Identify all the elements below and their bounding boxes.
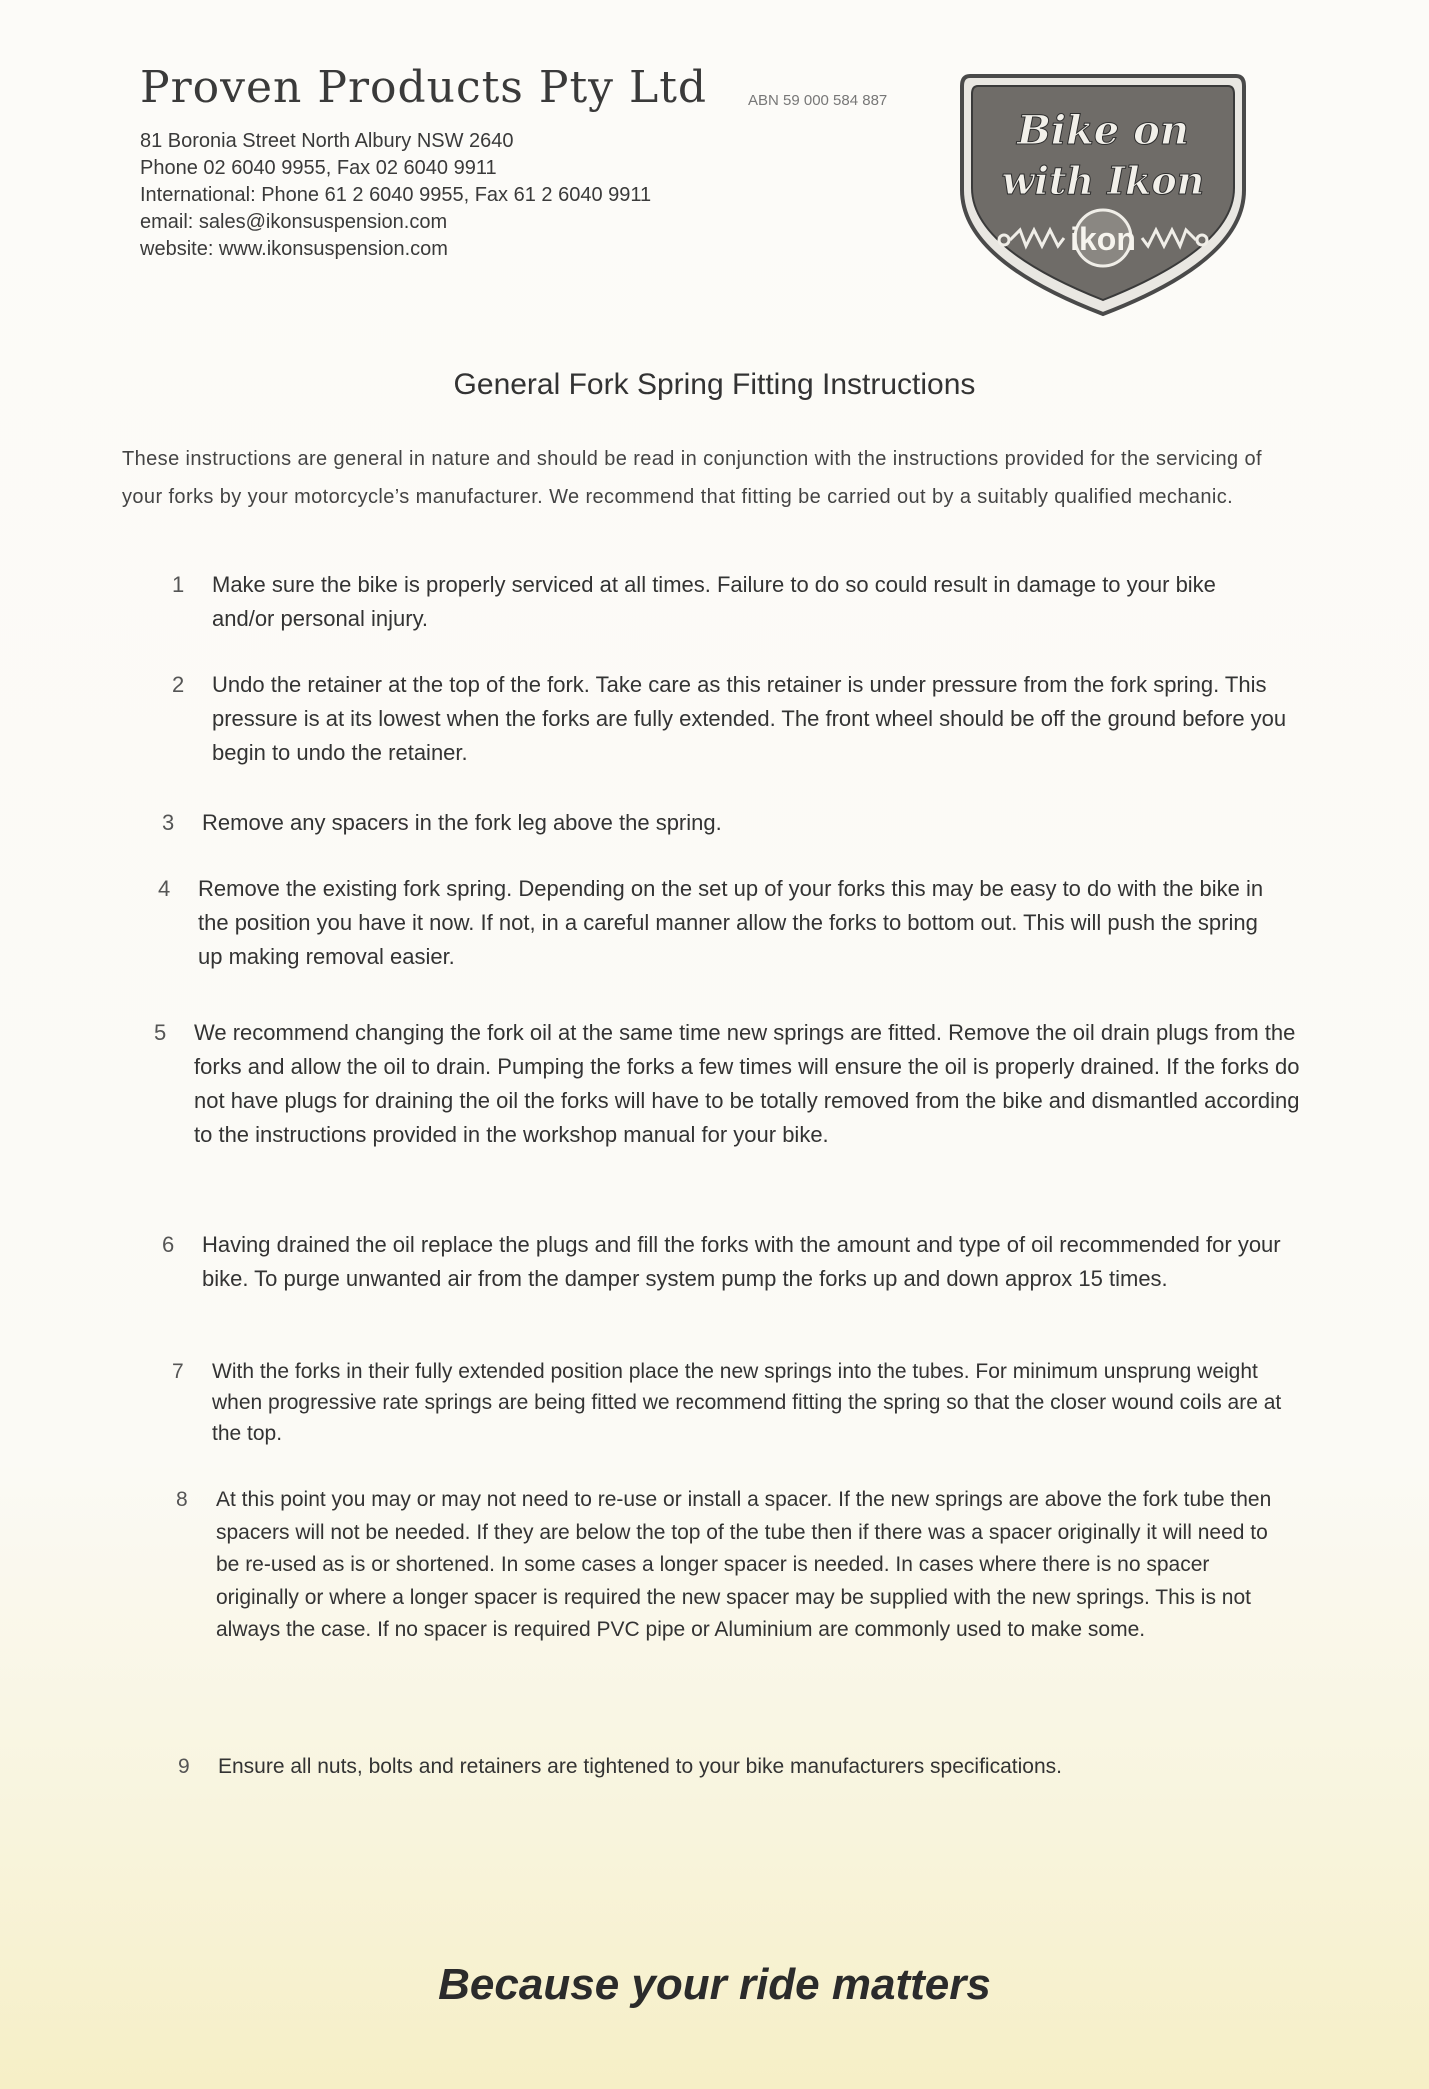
step-6 bbox=[162, 1228, 1292, 1296]
step-text: We recommend changing the fork oil at the same time new springs are fitted. Remove the oil drain plugs from the forks and allow the oil to drain. Pumping the forks a few times will ensure the oil is properly drained. If the forks do not have plugs for draining the oil the forks will have to be totally removed from the bike and dismantled according to the instructions provided in the workshop manual for your bike. bbox=[194, 1020, 1300, 1147]
step-9 bbox=[178, 1750, 1308, 1784]
step-1 bbox=[172, 568, 1282, 636]
step-number: 6 bbox=[162, 1232, 175, 1257]
step-number: 4 bbox=[158, 876, 171, 901]
step-text: Remove any spacers in the fork leg above the spring. bbox=[202, 810, 722, 835]
international-line: International: Phone 61 2 6040 9955, Fax 61 2 6040 9911 bbox=[140, 184, 652, 206]
step-text: Ensure all nuts, bolts and retainers are tightened to your bike manufacturers specifications. bbox=[218, 1755, 1062, 1778]
step-text: Having drained the oil replace the plugs and fill the forks with the amount and type of oil recommended for your bike. To purge unwanted air from the damper system pump the forks up and down approx 15 times. bbox=[202, 1232, 1281, 1291]
step-3 bbox=[162, 806, 1282, 840]
logo-line-2: with Ikon bbox=[1001, 158, 1205, 203]
step-number: 1 bbox=[172, 572, 185, 597]
step-number: 2 bbox=[172, 672, 185, 697]
step-4 bbox=[158, 872, 1288, 974]
contact-block bbox=[140, 128, 651, 263]
step-2 bbox=[172, 668, 1302, 770]
step-8 bbox=[176, 1484, 1286, 1647]
phone-line: Phone 02 6040 9955, Fax 02 6040 9911 bbox=[140, 157, 497, 179]
tagline: Because your ride matters bbox=[438, 1960, 991, 2009]
document-title: General Fork Spring Fitting Instructions bbox=[453, 368, 976, 401]
logo-brand: ikon bbox=[1070, 221, 1136, 257]
step-text: With the forks in their fully extended position place the new springs into the tubes. For minimum unsprung weight when progressive rate springs are being fitted we recommend fitting the spring so that the closer wound coils are at the top. bbox=[212, 1360, 1282, 1445]
address-line: 81 Boronia Street North Albury NSW 2640 bbox=[140, 130, 514, 152]
step-5 bbox=[154, 1016, 1304, 1152]
step-text: At this point you may or may not need to re-use or install a spacer. If the new springs are above the fork tube then spacers will not be needed. If they are below the top of the tube then if there was a spacer originally it will need to be re-used as is or shortened. In some cases a longer spacer is needed. In cases where there is no spacer originally or where a longer spacer is required the new spacer may be supplied with the new springs. This is not always the case. If no spacer is required PVC pipe or Aluminium are commonly used to make some. bbox=[216, 1488, 1272, 1641]
intro-paragraph: These instructions are general in nature and should be read in conjunction with the instructions provided for the servicing of your forks by your motorcycle’s manufacturer. We recommend that fitting be carried out by a suitably qualified mechanic. bbox=[122, 448, 1262, 508]
bike-on-with-ikon-logo bbox=[958, 70, 1248, 320]
website-line: website: www.ikonsuspension.com bbox=[140, 238, 448, 260]
email-line: email: sales@ikonsuspension.com bbox=[140, 211, 448, 233]
step-number: 8 bbox=[176, 1488, 188, 1511]
step-number: 5 bbox=[154, 1020, 167, 1045]
company-name: Proven Products Pty Ltd bbox=[140, 62, 708, 113]
step-number: 7 bbox=[172, 1360, 184, 1383]
abn-number: ABN 59 000 584 887 bbox=[748, 92, 888, 109]
step-text: Undo the retainer at the top of the fork. Take care as this retainer is under pressure from the fork spring. This pressure is at its lowest when the forks are fully extended. The front wheel should be off the ground before you begin to undo the retainer. bbox=[212, 672, 1287, 765]
step-text: Remove the existing fork spring. Depending on the set up of your forks this may be easy to do with the bike in the position you have it now. If not, in a careful manner allow the forks to bottom out. This will push the spring up making removal easier. bbox=[198, 876, 1264, 969]
logo-line-1: Bike on bbox=[1017, 107, 1189, 154]
step-text: Make sure the bike is properly serviced at all times. Failure to do so could result in damage to your bike and/or personal injury. bbox=[212, 572, 1216, 631]
step-7 bbox=[172, 1356, 1282, 1449]
step-number: 9 bbox=[178, 1755, 190, 1778]
step-number: 3 bbox=[162, 810, 175, 835]
